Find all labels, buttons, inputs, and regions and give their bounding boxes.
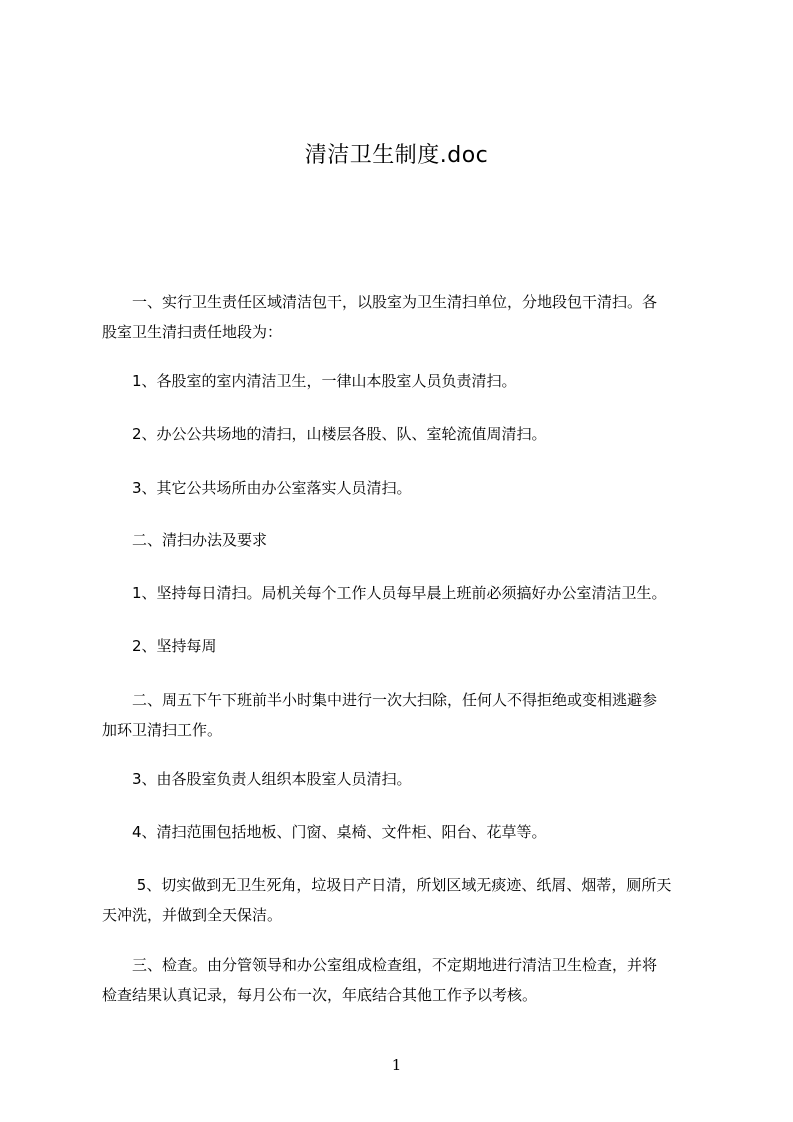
paragraph-line: 检查结果认真记录，每月公布一次，年底结合其他工作予以考核。 <box>102 986 538 1004</box>
paragraph <box>102 473 712 503</box>
paragraph-line: 二、清扫办法及要求 <box>102 531 268 549</box>
paragraph-line: 1、坚持每日清扫。局机关每个工作人员每早晨上班前必须搞好办公室清洁卫生。 <box>102 584 667 602</box>
paragraph <box>102 525 712 555</box>
paragraph <box>102 366 712 396</box>
paragraph <box>102 685 712 745</box>
paragraph <box>102 764 712 794</box>
paragraph <box>102 817 712 847</box>
paragraph-line: 一、实行卫生责任区域清洁包干，以股室为卫生清扫单位，分地段包干清扫。各 <box>102 293 658 311</box>
paragraph <box>102 950 712 1010</box>
paragraph-line: 股室卫生清扫责任地段为： <box>102 323 283 341</box>
paragraph-line: 加环卫清扫工作。 <box>102 721 223 739</box>
paragraph <box>102 578 712 608</box>
paragraph-line: 三、检查。由分管领导和办公室组成检查组，不定期地进行清洁卫生检查，并将 <box>102 956 658 974</box>
paragraph <box>102 419 712 449</box>
paragraph <box>102 631 712 661</box>
paragraph-line: 4、清扫范围包括地板、门窗、桌椅、文件柜、阳台、花草等。 <box>102 823 547 841</box>
paragraph <box>102 287 712 347</box>
paragraph-line: 3、由各股室负责人组织本股室人员清扫。 <box>102 770 412 788</box>
paragraph-line: 2、坚持每周 <box>102 637 217 655</box>
paragraph-line: 2、办公公共场地的清扫，山楼层各股、队、室轮流值周清扫。 <box>102 425 547 443</box>
paragraph-line: 5、切实做到无卫生死角，垃圾日产日清，所划区域无痰迹、纸屑、烟蒂，厕所天 <box>102 876 672 894</box>
paragraph-line: 天冲洗，并做到全天保洁。 <box>102 906 283 924</box>
page-number: 1 <box>391 1056 402 1074</box>
paragraph-line: 1、各股室的室内清洁卫生，一律山本股室人员负责清扫。 <box>102 372 517 390</box>
document-title: 清洁卫生制度.doc <box>304 143 489 168</box>
paragraph-line: 二、周五下午下班前半小时集中进行一次大扫除，任何人不得拒绝或变相逃避参 <box>102 691 658 709</box>
paragraph-line: 3、其它公共场所由办公室落实人员清扫。 <box>102 479 412 497</box>
paragraph <box>102 870 712 930</box>
